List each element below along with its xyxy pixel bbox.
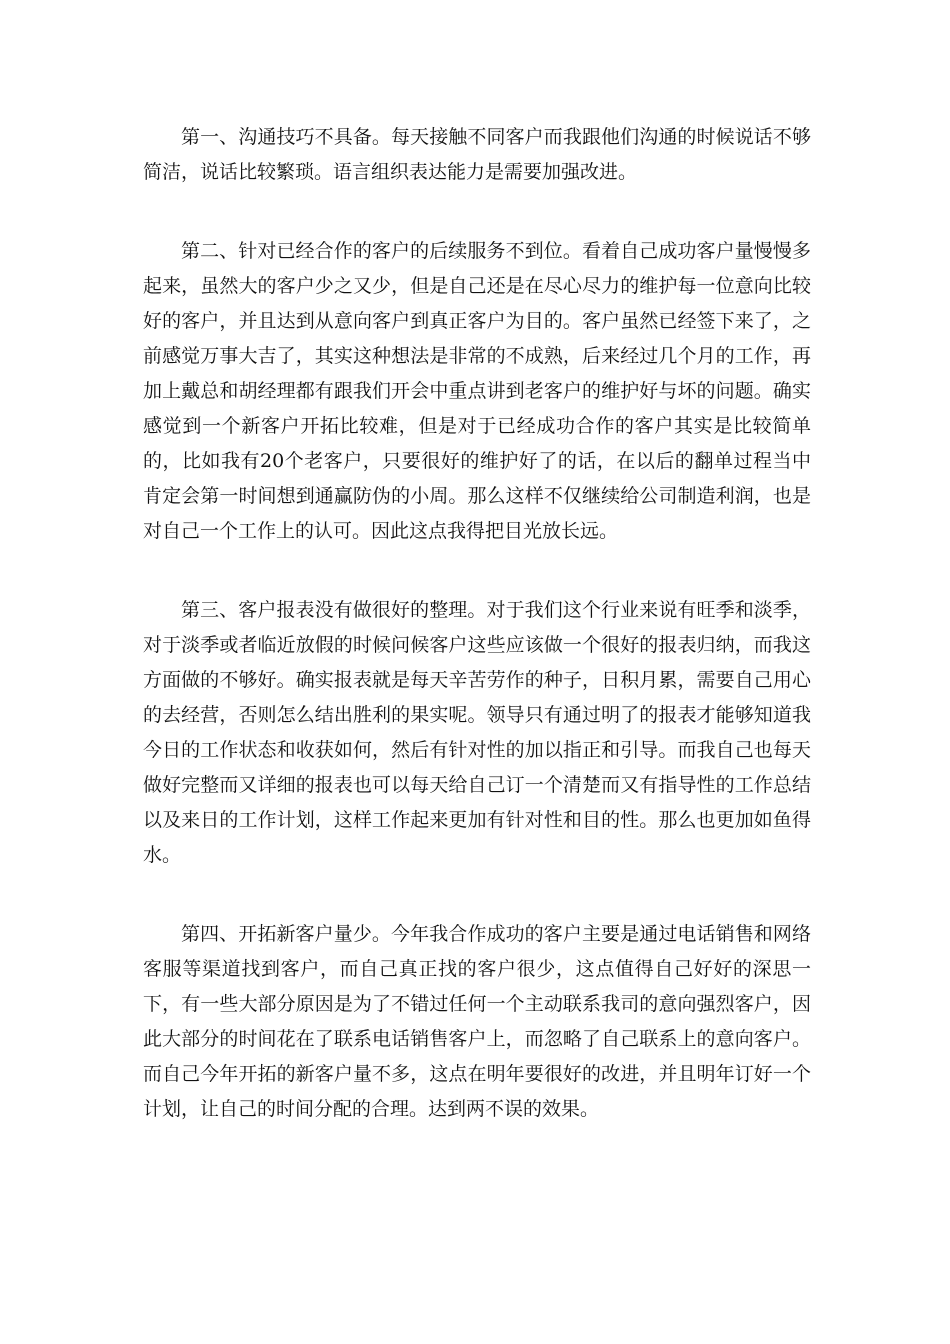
paragraph-communication-skills: 第一、沟通技巧不具备。每天接触不同客户而我跟他们沟通的时候说话不够简洁，说话比较繁琐。语言组织表达能力是需要加强改进。: [143, 126, 811, 183]
paragraph-after-sales-service: 第二、针对已经合作的客户的后续服务不到位。看着自己成功客户量慢慢多起来，虽然大的客户少之又少，但是自己还是在尽心尽力的维护每一位意向比较好的客户，并且达到从意向客户到真正客户为目的。客户虽然已经签下来了，之前感觉万事大吉了，其实这种想法是非常的不成熟，后来经过几个月的工作，再加上戴总和胡经理都有跟我们开会中重点讲到老客户的维护好与坏的问题。确实感觉到一个新客户开拓比较难，但是对于已经成功合作的客户其实是比较简单的，比如我有20个老客户，只要很好的维护好了的话，在以后的翻单过程当中肯定会第一时间想到通赢防伪的小周。那么这样不仅继续给公司制造利润，也是对自己一个工作上的认可。因此这点我得把目光放长远。: [143, 240, 811, 542]
paragraph-customer-reports: 第三、客户报表没有做很好的整理。对于我们这个行业来说有旺季和淡季，对于淡季或者临近放假的时候问候客户这些应该做一个很好的报表归纳，而我这方面做的不够好。确实报表就是每天辛苦劳作的种子，日积月累，需要自己用心的去经营，否则怎么结出胜利的果实呢。领导只有通过明了的报表才能够知道我今日的工作状态和收获如何，然后有针对性的加以指正和引导。而我自己也每天做好完整而又详细的报表也可以每天给自己订一个清楚而又有指导性的工作总结以及来日的工作计划，这样工作起来更加有针对性和目的性。那么也更加如鱼得水。: [143, 599, 811, 866]
paragraph-new-customer-development: 第四、开拓新客户量少。今年我合作成功的客户主要是通过电话销售和网络客服等渠道找到客户，而自己真正找的客户很少，这点值得自己好好的深思一下，有一些大部分原因是为了不错过任何一个主动联系我司的意向强烈客户，因此大部分的时间花在了联系电话销售客户上，而忽略了自己联系上的意向客户。而自己今年开拓的新客户量不多，这点在明年要很好的改进，并且明年订好一个计划，让自己的时间分配的合理。达到两不误的效果。: [143, 923, 811, 1120]
document-body: [143, 120, 811, 1171]
